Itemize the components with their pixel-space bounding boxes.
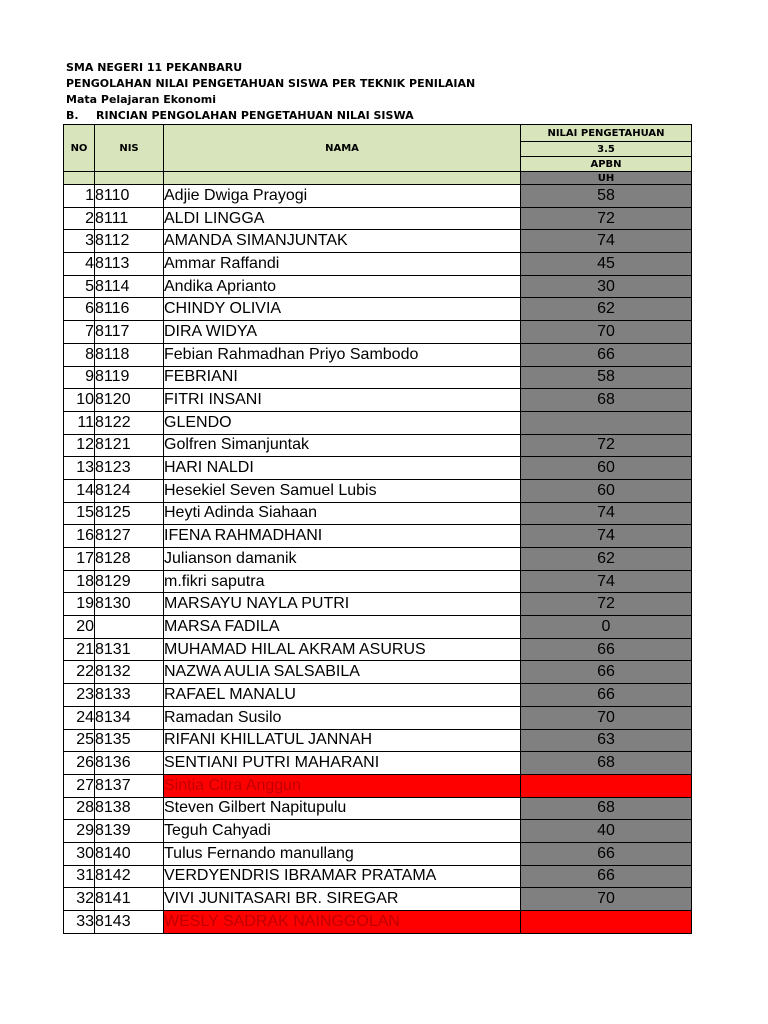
cell-no[interactable]: 23 [64,684,95,707]
table-row [64,366,692,389]
table-row [64,865,692,888]
cell-nama[interactable]: MARSAYU NAYLA PUTRI [164,593,521,616]
cell-uh[interactable]: 74 [521,230,692,253]
table-row [64,888,692,911]
cell-no[interactable]: 29 [64,820,95,843]
document-title: PENGOLAHAN NILAI PENGETAHUAN SISWA PER TEKNIK PENILAIAN [66,77,476,90]
cell-no[interactable]: 30 [64,842,95,865]
cell-nis[interactable]: 8120 [95,389,164,412]
table-row [64,275,692,298]
cell-no[interactable]: 13 [64,457,95,480]
cell-nama[interactable]: GLENDO [164,411,521,434]
table-row [64,638,692,661]
cell-nama[interactable]: Teguh Cahyadi [164,820,521,843]
section-letter: B. [66,109,79,122]
cell-nama[interactable]: Ammar Raffandi [164,253,521,276]
cell-nis[interactable]: 8139 [95,820,164,843]
cell-nis[interactable]: 8135 [95,729,164,752]
col-header-topic[interactable]: APBN [521,157,692,172]
cell-nama[interactable]: Adjie Dwiga Prayogi [164,185,521,208]
cell-uh[interactable]: 0 [521,616,692,639]
table-row [64,616,692,639]
cell-nama[interactable]: Ramadan Susilo [164,706,521,729]
table-row [64,434,692,457]
cell-uh[interactable]: 70 [521,321,692,344]
cell-nis[interactable]: 8138 [95,797,164,820]
cell-uh[interactable]: 68 [521,389,692,412]
table-row [64,389,692,412]
col-header-nama[interactable]: NAMA [164,125,521,172]
cell-nis[interactable]: 8134 [95,706,164,729]
cell-nis[interactable]: 8140 [95,842,164,865]
table-row [64,253,692,276]
cell-uh[interactable]: 66 [521,842,692,865]
table-row [64,752,692,775]
cell-nama[interactable]: Julianson damanik [164,548,521,571]
cell-uh[interactable]: 60 [521,457,692,480]
cell-nis[interactable]: 8133 [95,684,164,707]
cell-uh[interactable]: 68 [521,752,692,775]
cell-nama[interactable]: DIRA WIDYA [164,321,521,344]
cell-uh[interactable]: 68 [521,797,692,820]
cell-no[interactable]: 20 [64,616,95,639]
cell-no[interactable]: 22 [64,661,95,684]
cell-uh[interactable]: 74 [521,525,692,548]
cell-uh[interactable]: 30 [521,275,692,298]
cell-no[interactable]: 17 [64,548,95,571]
cell-nis[interactable]: 8141 [95,888,164,911]
cell-nama[interactable]: Tulus Fernando manullang [164,842,521,865]
cell-nama[interactable]: AMANDA SIMANJUNTAK [164,230,521,253]
cell-no[interactable]: 9 [64,366,95,389]
document-header [66,60,475,124]
cell-nis[interactable]: 8127 [95,525,164,548]
cell-nis[interactable]: 8111 [95,207,164,230]
table-row [64,411,692,434]
cell-nama[interactable]: VERDYENDRIS IBRAMAR PRATAMA [164,865,521,888]
cell-nama[interactable]: Heyti Adinda Siahaan [164,502,521,525]
cell-no[interactable]: 10 [64,389,95,412]
table-row [64,570,692,593]
cell-uh[interactable]: 66 [521,661,692,684]
cell-no[interactable]: 27 [64,774,95,797]
table-row [64,185,692,208]
cell-nama[interactable]: FITRI INSANI [164,389,521,412]
cell-no[interactable]: 28 [64,797,95,820]
col-header-nis[interactable]: NIS [95,125,164,172]
cell-no[interactable]: 11 [64,411,95,434]
table-row [64,797,692,820]
cell-uh[interactable]: 58 [521,185,692,208]
cell-no[interactable]: 16 [64,525,95,548]
cell-no[interactable]: 25 [64,729,95,752]
cell-uh[interactable]: 72 [521,434,692,457]
cell-no[interactable]: 26 [64,752,95,775]
cell-nis[interactable]: 8125 [95,502,164,525]
table-row [64,525,692,548]
cell-nama[interactable]: Febian Rahmadhan Priyo Sambodo [164,343,521,366]
cell-nis[interactable]: 8122 [95,411,164,434]
table-row [64,820,692,843]
cell-no[interactable]: 4 [64,253,95,276]
cell-uh[interactable] [521,911,692,934]
cell-no[interactable]: 21 [64,638,95,661]
cell-no[interactable]: 3 [64,230,95,253]
table-row [64,911,692,934]
cell-nis[interactable]: 8136 [95,752,164,775]
cell-nama[interactable]: Golfren Simanjuntak [164,434,521,457]
col-header-group[interactable]: NILAI PENGETAHUAN [521,125,692,142]
cell-nis[interactable]: 8130 [95,593,164,616]
header-spacer-nis [95,172,164,185]
cell-no[interactable]: 8 [64,343,95,366]
cell-nama[interactable]: IFENA RAHMADHANI [164,525,521,548]
cell-no[interactable]: 31 [64,865,95,888]
cell-uh[interactable]: 70 [521,888,692,911]
cell-no[interactable]: 15 [64,502,95,525]
table-row [64,343,692,366]
cell-nis[interactable]: 8117 [95,321,164,344]
cell-nama[interactable]: WESLY SADRAK NAINGGOLAN [164,911,521,934]
cell-nis[interactable]: 8131 [95,638,164,661]
cell-nis[interactable]: 8113 [95,253,164,276]
col-header-no[interactable]: NO [64,125,95,172]
cell-uh[interactable]: 66 [521,638,692,661]
cell-no[interactable]: 1 [64,185,95,208]
cell-nama[interactable]: VIVI JUNITASARI BR. SIREGAR [164,888,521,911]
cell-no[interactable]: 18 [64,570,95,593]
table-row [64,706,692,729]
table-row [64,774,692,797]
table-row [64,479,692,502]
cell-uh[interactable]: 70 [521,706,692,729]
col-header-kd[interactable]: 3.5 [521,142,692,157]
cell-uh[interactable]: 40 [521,820,692,843]
cell-nama[interactable]: RAFAEL MANALU [164,684,521,707]
cell-nis[interactable]: 8123 [95,457,164,480]
cell-uh[interactable]: 66 [521,865,692,888]
cell-nis[interactable]: 8143 [95,911,164,934]
cell-no[interactable]: 7 [64,321,95,344]
cell-nis[interactable]: 8110 [95,185,164,208]
grades-table-body [64,185,692,934]
grades-table [63,124,692,934]
cell-nis[interactable]: 8116 [95,298,164,321]
cell-uh[interactable]: 72 [521,593,692,616]
cell-uh[interactable]: 60 [521,479,692,502]
cell-uh[interactable]: 62 [521,548,692,571]
cell-nis[interactable]: 8128 [95,548,164,571]
section-title: RINCIAN PENGOLAHAN PENGETAHUAN NILAI SISWA [96,109,414,122]
cell-uh[interactable]: 74 [521,502,692,525]
cell-no[interactable]: 24 [64,706,95,729]
table-row [64,661,692,684]
cell-nama[interactable]: RIFANI KHILLATUL JANNAH [164,729,521,752]
cell-uh[interactable]: 66 [521,343,692,366]
table-row [64,502,692,525]
cell-uh[interactable]: 72 [521,207,692,230]
cell-nama[interactable]: m.fikri saputra [164,570,521,593]
cell-uh[interactable]: 62 [521,298,692,321]
cell-uh[interactable]: 63 [521,729,692,752]
table-row [64,684,692,707]
cell-nis[interactable]: 8114 [95,275,164,298]
cell-no[interactable]: 33 [64,911,95,934]
cell-no[interactable]: 19 [64,593,95,616]
cell-uh[interactable]: 58 [521,366,692,389]
subject-line: Mata Pelajaran Ekonomi [66,93,217,106]
cell-nama[interactable]: ALDI LINGGA [164,207,521,230]
cell-nama[interactable]: NAZWA AULIA SALSABILA [164,661,521,684]
cell-nama[interactable]: SENTIANI PUTRI MAHARANI [164,752,521,775]
cell-nama[interactable]: Sintia Citra Anggun [164,774,521,797]
header-spacer-no [64,172,95,185]
cell-uh[interactable]: 66 [521,684,692,707]
table-row [64,842,692,865]
cell-nama[interactable]: HARI NALDI [164,457,521,480]
cell-no[interactable]: 12 [64,434,95,457]
cell-uh[interactable]: 45 [521,253,692,276]
cell-no[interactable]: 5 [64,275,95,298]
cell-nis[interactable]: 8118 [95,343,164,366]
cell-no[interactable]: 2 [64,207,95,230]
table-row [64,230,692,253]
cell-nama[interactable]: FEBRIANI [164,366,521,389]
cell-nis[interactable]: 8112 [95,230,164,253]
cell-nis[interactable]: 8119 [95,366,164,389]
table-row [64,457,692,480]
cell-nis[interactable]: 8121 [95,434,164,457]
table-row [64,207,692,230]
cell-nama[interactable]: Andika Aprianto [164,275,521,298]
table-row [64,321,692,344]
col-header-technique[interactable]: UH [521,172,692,185]
cell-no[interactable]: 6 [64,298,95,321]
cell-nama[interactable]: Hesekiel Seven Samuel Lubis [164,479,521,502]
table-row [64,298,692,321]
school-name: SMA NEGERI 11 PEKANBARU [66,61,243,74]
cell-nis[interactable] [95,616,164,639]
cell-nis[interactable]: 8137 [95,774,164,797]
cell-no[interactable]: 32 [64,888,95,911]
cell-nama[interactable]: Steven Gilbert Napitupulu [164,797,521,820]
cell-nis[interactable]: 8142 [95,865,164,888]
cell-uh[interactable] [521,774,692,797]
cell-nama[interactable]: MARSA FADILA [164,616,521,639]
cell-no[interactable]: 14 [64,479,95,502]
cell-uh[interactable] [521,411,692,434]
table-row [64,548,692,571]
table-row [64,729,692,752]
cell-nama[interactable]: MUHAMAD HILAL AKRAM ASURUS [164,638,521,661]
cell-nis[interactable]: 8132 [95,661,164,684]
cell-nama[interactable]: CHINDY OLIVIA [164,298,521,321]
header-spacer-nama [164,172,521,185]
cell-nis[interactable]: 8129 [95,570,164,593]
cell-nis[interactable]: 8124 [95,479,164,502]
section-heading [66,108,475,124]
cell-uh[interactable]: 74 [521,570,692,593]
table-row [64,593,692,616]
